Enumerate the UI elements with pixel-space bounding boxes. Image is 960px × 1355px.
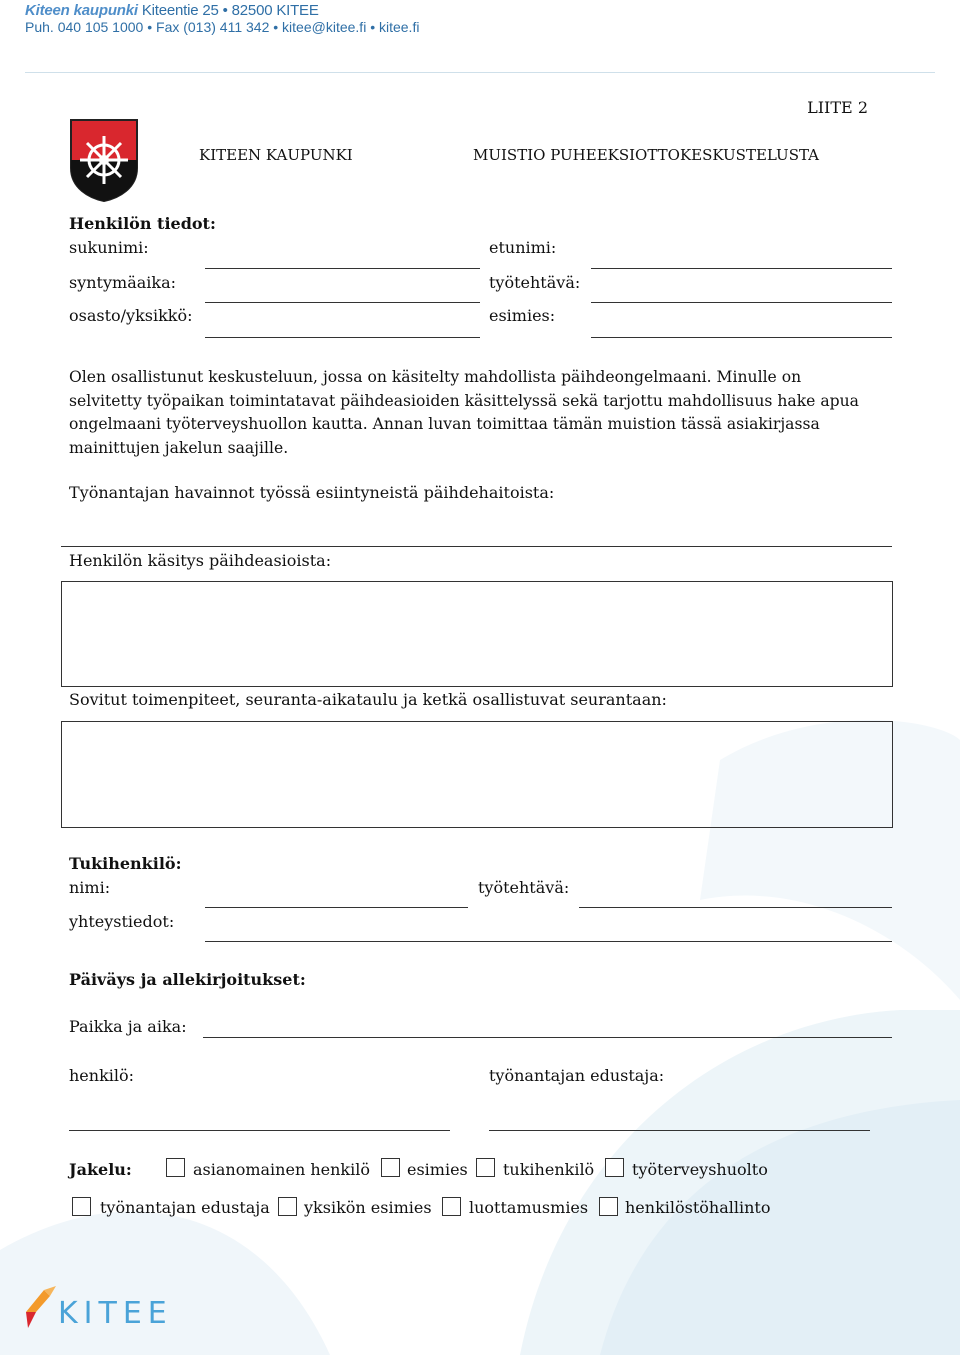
birthdate-field[interactable]	[205, 302, 480, 303]
letterhead-line-1	[25, 2, 319, 19]
signatures-heading: Päiväys ja allekirjoitukset:	[69, 970, 306, 989]
surname-field[interactable]	[205, 268, 480, 269]
checkbox-luottamusmies[interactable]	[442, 1197, 461, 1216]
unit-field[interactable]	[205, 337, 480, 338]
job-label: työtehtävä:	[489, 273, 581, 292]
person-view-label: Henkilön käsitys päihdeasioista:	[69, 551, 332, 570]
checkbox-label: työnantajan edustaja	[100, 1198, 270, 1217]
checkbox-label: yksikön esimies	[304, 1198, 432, 1217]
support-name-field[interactable]	[205, 907, 468, 908]
support-contact-field[interactable]	[205, 941, 892, 942]
footer-logo-text: KITEE	[58, 1296, 173, 1331]
firstname-label: etunimi:	[489, 238, 557, 257]
checkbox-henkilostohallinto[interactable]	[599, 1197, 618, 1216]
checkbox-asianomainen-henkilo[interactable]	[166, 1158, 185, 1177]
checkbox-label: työterveyshuolto	[632, 1160, 768, 1179]
brand-name: Kiteen kaupunki	[25, 2, 138, 19]
checkbox-esimies[interactable]	[381, 1158, 400, 1177]
distribution-label: Jakelu:	[69, 1160, 132, 1179]
support-job-label: työtehtävä:	[478, 878, 570, 897]
support-name-label: nimi:	[69, 878, 111, 897]
unit-label: osasto/yksikkö:	[69, 306, 193, 325]
checkbox-label: luottamusmies	[469, 1198, 589, 1217]
document-title: MUISTIO PUHEEKSIOTTOKESKUSTELUSTA	[473, 146, 819, 164]
organization-name: KITEEN KAUPUNKI	[199, 146, 353, 164]
person-signature-label: henkilö:	[69, 1066, 135, 1085]
checkbox-label: asianomainen henkilö	[193, 1160, 370, 1179]
header-divider	[25, 72, 935, 73]
employer-observations-field[interactable]	[61, 546, 892, 547]
surname-label: sukunimi:	[69, 238, 149, 257]
agreed-measures-textarea[interactable]	[61, 721, 893, 828]
checkbox-tyoterveyshuolto[interactable]	[605, 1158, 624, 1177]
checkbox-tukihenkilo[interactable]	[476, 1158, 495, 1177]
letterhead-contacts: Puh. 040 105 1000 • Fax (013) 411 342 • kitee@kitee.fi • kitee.fi	[25, 19, 420, 35]
person-view-textarea[interactable]	[61, 581, 893, 687]
kitee-logo-icon	[22, 1282, 62, 1332]
employer-signature-field[interactable]	[489, 1130, 870, 1131]
supervisor-label: esimies:	[489, 306, 556, 325]
person-signature-field[interactable]	[69, 1130, 450, 1131]
checkbox-label: esimies	[407, 1160, 468, 1179]
support-job-field[interactable]	[579, 907, 892, 908]
checkbox-label: tukihenkilö	[503, 1160, 595, 1179]
supervisor-field[interactable]	[591, 337, 892, 338]
firstname-field[interactable]	[591, 268, 892, 269]
birthdate-label: syntymäaika:	[69, 273, 177, 292]
checkbox-yksikon-esimies[interactable]	[278, 1197, 297, 1216]
agreed-measures-label: Sovitut toimenpiteet, seuranta-aikataulu ja ketkä osallistuvat seurantaan:	[69, 690, 667, 709]
support-contact-label: yhteystiedot:	[69, 912, 175, 931]
checkbox-tyonantajan-edustaja[interactable]	[72, 1197, 91, 1216]
employer-observations-label: Työnantajan havainnot työssä esiintyneistä päihdehaitoista:	[69, 483, 555, 502]
employer-signature-label: työnantajan edustaja:	[489, 1066, 665, 1085]
address: Kiteentie 25 • 82500 KITEE	[141, 2, 319, 19]
person-heading: Henkilön tiedot:	[69, 214, 216, 233]
support-heading: Tukihenkilö:	[69, 854, 182, 873]
attachment-label: LIITE 2	[807, 98, 868, 117]
checkbox-label: henkilöstöhallinto	[625, 1198, 771, 1217]
job-field[interactable]	[591, 302, 892, 303]
place-time-field[interactable]	[203, 1037, 892, 1038]
place-time-label: Paikka ja aika:	[69, 1017, 187, 1036]
city-crest-icon	[69, 118, 139, 202]
consent-paragraph: Olen osallistunut keskusteluun, jossa on käsitelty mahdollista päihdeongelmaani. Minulle on selvitetty työpaikan toimintatavat päihdeasioiden käsittelyssä sekä tarjottu mahdollisuus hake apua ongelmaani työterveyshuollon kautta. Annan luvan toimittaa tämän muistion tässä asiakirjassa mainittujen jakelun saajille.	[69, 368, 859, 457]
